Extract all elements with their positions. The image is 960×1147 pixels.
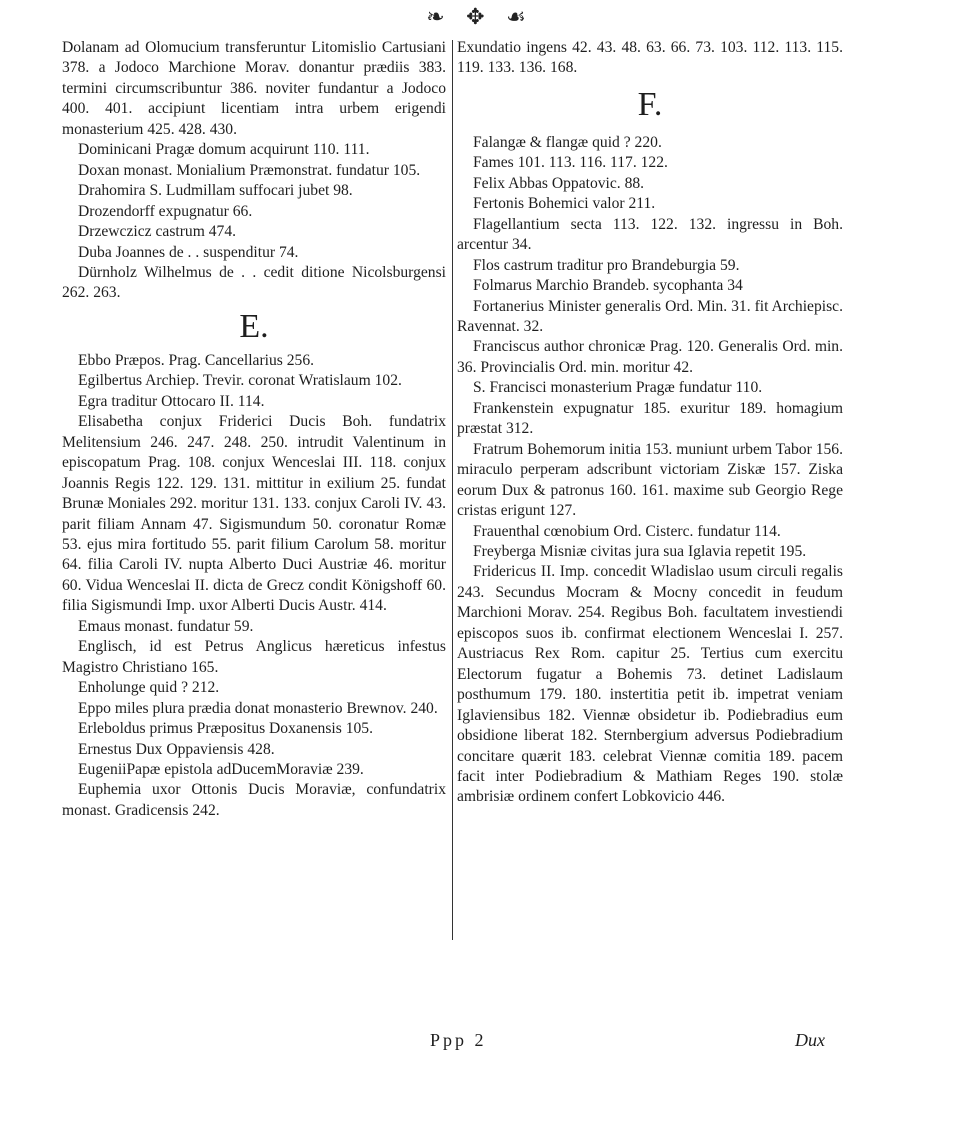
index-entry: Drahomira S. Ludmillam suffocari jubet 98. bbox=[78, 182, 353, 200]
section-letter: E. bbox=[239, 307, 269, 345]
index-entry: Enholunge quid ? 212. bbox=[78, 679, 220, 697]
section-letter: F. bbox=[637, 85, 663, 123]
index-entry: Ernestus Dux Oppaviensis 428. bbox=[78, 740, 275, 758]
index-entry: Englisch, id est Petrus Anglicus hæreticus infestus Magistro Christiano 165. bbox=[62, 638, 446, 676]
index-entry: Egra traditur Ottocaro II. 114. bbox=[78, 392, 265, 410]
index-entry: Euphemia uxor Ottonis Ducis Moraviæ, confundatrix monast. Gradicensis 242. bbox=[62, 781, 446, 819]
column-divider bbox=[452, 40, 453, 940]
header-ornament: ❧ ✥ ☙ bbox=[426, 4, 534, 29]
index-entry: Frankenstein expugnatur 185. exuritur 189. homagium præstat 312. bbox=[457, 399, 843, 438]
signature-mark: Ppp 2 bbox=[430, 1030, 487, 1050]
index-entry: Exundatio ingens 42. 43. 48. 63. 66. 73. 103. 112. 113. 115. 119. 133. 136. 168. bbox=[457, 39, 843, 77]
index-entry: Dolanam ad Olomucium transferuntur Litomislio Cartusiani 378. a Jodoco Marchione Morav. donantur prædiis 383. termini circumscribuntur 386. noviter fundantur a Jodoco 400. 401. accipiunt licentiam intra urbem erigendi monasterium 425. 428. 430. bbox=[62, 39, 446, 138]
index-entry: Egilbertus Archiep. Trevir. coronat Wratislaum 102. bbox=[78, 372, 402, 390]
catchword: Dux bbox=[795, 1030, 825, 1050]
index-entry: Fertonis Bohemici valor 211. bbox=[473, 195, 656, 213]
index-entry: Emaus monast. fundatur 59. bbox=[78, 617, 254, 635]
index-entry: Eppo miles plura prædia donat monasterio Brewnov. 240. bbox=[78, 699, 438, 717]
index-entry: Duba Joannes de . . suspenditur 74. bbox=[78, 243, 299, 261]
index-entry: Franciscus author chronicæ Prag. 120. Generalis Ord. min. 36. Provincialis Ord. min. moritur 42. bbox=[457, 338, 843, 376]
index-entry: Folmarus Marchio Brandeb. sycophanta 34 bbox=[473, 277, 743, 295]
index-entry: Flos castrum traditur pro Brandeburgia 59. bbox=[473, 256, 740, 274]
index-entry: Erleboldus primus Præpositus Doxanensis 105. bbox=[78, 720, 373, 738]
right-column bbox=[457, 38, 843, 808]
index-entry: Doxan monast. Monialium Præmonstrat. fundatur 105. bbox=[78, 161, 421, 179]
index-entry: Flagellantium secta 113. 122. 132. ingressu in Boh. arcentur 34. bbox=[457, 215, 843, 254]
index-entry: Dominicani Pragæ domum acquirunt 110. 111. bbox=[78, 141, 370, 159]
index-entry: Drozendorff expugnatur 66. bbox=[78, 202, 253, 220]
index-entry: Fratrum Bohemorum initia 153. muniunt urbem Tabor 156. miraculo perperam adscribunt victoriam Ziskæ 157. Ziska eorum Dux & patronus 160. 161. maxime sub Georgio Rege cristas erigunt 127. bbox=[457, 440, 843, 520]
index-entry: EugeniiPapæ epistola adDucemMoraviæ 239. bbox=[78, 760, 364, 778]
index-entry: Falangæ & flangæ quid ? 220. bbox=[473, 133, 662, 151]
index-entry: Felix Abbas Oppatovic. 88. bbox=[473, 174, 645, 192]
left-column bbox=[62, 38, 446, 821]
index-entry: Frauenthal cœnobium Ord. Cisterc. fundatur 114. bbox=[473, 522, 781, 540]
index-entry: Fridericus II. Imp. concedit Wladislao usum circuli regalis 243. Secundus Mocram & Mocny concedit in feudum Marchioni Morav. 254. Regibus Boh. facultatem investiendi episcopos suos ib. confirmat electionem Wenceslai I. 257. Austriacus Rex Rom. capitur 25. Tertius cum exercitu Electorum fugatur a Bohemis 73. detinet Ladislaum posthumum 179. 180. instertitia petit ib. impetrat veniam Iglaviensibus 182. Viennæ obsidetur ib. Podiebradius eum obsidione liberat 182. Sternbergium adversus Podiebradium concitare quærit 183. celebrat Viennæ comitia 189. pacem facit inter Podiebradium & Mathiam Reges 190. stolæ ambrisiæ ordinem confert Lobkovicio 446. bbox=[457, 563, 843, 806]
index-entry: Dürnholz Wilhelmus de . . cedit ditione Nicolsburgensi 262. 263. bbox=[62, 263, 446, 302]
index-entry: Fortanerius Minister generalis Ord. Min. 31. fit Archiepisc. Ravennat. 32. bbox=[457, 297, 843, 335]
index-entry: S. Francisci monasterium Pragæ fundatur 110. bbox=[473, 379, 763, 397]
index-entry: Ebbo Præpos. Prag. Cancellarius 256. bbox=[78, 351, 315, 369]
index-entry: Freyberga Misniæ civitas jura sua Iglavia repetit 195. bbox=[473, 542, 807, 560]
index-entry: Fames 101. 113. 116. 117. 122. bbox=[473, 154, 668, 172]
index-entry: Drzewczicz castrum 474. bbox=[78, 223, 237, 241]
index-entry: Elisabetha conjux Friderici Ducis Boh. fundatrix Melitensium 246. 247. 248. 250. intrudit Valentinum in episcopatum Prag. 108. conjux Wenceslai III. 118. conjux Joannis Regis 122. 129. 131. mittitur in exilium 25. fundat Brunæ Moniales 292. moritur 131. 133. conjux Caroli IV. 43. parit filiam Annam 47. Sigismundum 50. coronatur Romæ 53. ejus mira fortitudo 55. parit filium Carolum 58. moritur 64. filia Caroli IV. nupta Alberto Duci Austriæ 46. moritur 60. Vidua Wenceslai II. dicta de Grecz condit Königshoff 60. filia Sigismundi Imp. uxor Alberti Ducis Austr. 414. bbox=[62, 413, 446, 615]
